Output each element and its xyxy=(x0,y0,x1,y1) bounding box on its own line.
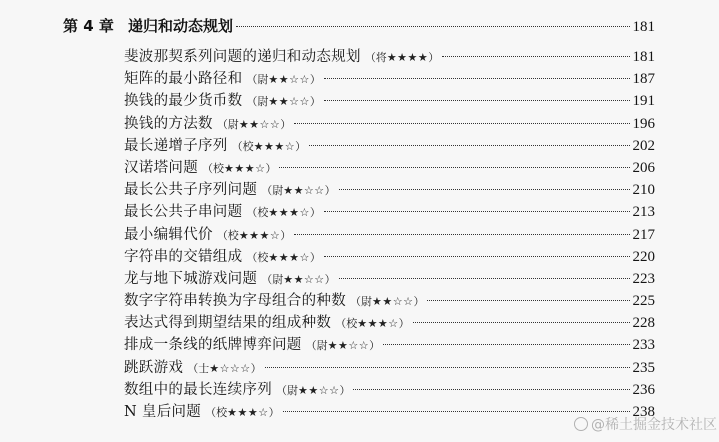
difficulty-note xyxy=(365,49,439,65)
entry-page-number: 223 xyxy=(632,270,655,287)
toc-entry xyxy=(124,245,655,267)
entry-page-number: 228 xyxy=(632,315,655,332)
dot-leader xyxy=(324,211,630,212)
difficulty-close: ） xyxy=(324,272,336,286)
entry-page-number: 236 xyxy=(632,381,655,398)
toc-entry xyxy=(124,178,655,200)
difficulty-level: （尉 xyxy=(276,383,298,397)
entry-page-number: 217 xyxy=(632,226,655,243)
entry-page-number: 206 xyxy=(632,159,655,176)
difficulty-level: （尉 xyxy=(350,295,372,309)
toc-entry xyxy=(124,378,655,400)
difficulty-stars: ★☆☆☆ xyxy=(209,361,251,375)
entry-page-number: 191 xyxy=(632,93,655,110)
difficulty-note xyxy=(217,227,291,243)
difficulty-note xyxy=(261,182,335,198)
difficulty-stars: ★★☆☆ xyxy=(372,295,414,309)
dot-leader xyxy=(324,256,630,257)
difficulty-stars: ★★★☆ xyxy=(224,161,266,175)
toc-entry xyxy=(124,267,655,289)
watermark-logo-icon xyxy=(574,417,588,431)
difficulty-level: （尉 xyxy=(305,339,328,353)
difficulty-level: （尉 xyxy=(216,117,239,131)
toc-entry xyxy=(124,112,655,134)
dot-leader xyxy=(283,411,630,412)
entry-title: N 皇后问题 xyxy=(124,404,202,420)
difficulty-level: （校 xyxy=(246,206,269,220)
toc-entry xyxy=(124,156,655,178)
entry-page-number: 213 xyxy=(632,204,655,221)
difficulty-note xyxy=(335,315,409,331)
entry-title: 跳跃游戏 xyxy=(124,359,184,376)
entry-title: 换钱的最少货币数 xyxy=(124,93,243,110)
difficulty-stars: ★★☆☆ xyxy=(268,73,310,87)
entry-title: 字符串的交错组成 xyxy=(124,248,243,265)
difficulty-close: ） xyxy=(280,228,292,242)
entry-title: 表达式得到期望结果的组成种数 xyxy=(124,315,332,332)
difficulty-note xyxy=(187,360,261,376)
difficulty-note xyxy=(276,382,350,398)
difficulty-level: （校 xyxy=(231,139,254,153)
difficulty-note xyxy=(350,293,424,309)
difficulty-note xyxy=(246,71,320,87)
dot-leader xyxy=(309,145,629,146)
difficulty-level: （校 xyxy=(246,250,269,264)
entry-page-number: 235 xyxy=(632,359,655,376)
difficulty-close: ） xyxy=(398,317,410,331)
entry-title: 排成一条线的纸牌博弈问题 xyxy=(124,337,302,354)
watermark-text: @稀土掘金技术社区 xyxy=(591,417,717,433)
difficulty-close: ） xyxy=(309,95,321,109)
entry-title: 斐波那契系列问题的递归和动态规划 xyxy=(124,49,361,65)
chapter-heading xyxy=(63,15,655,37)
difficulty-close: ） xyxy=(295,139,307,153)
dot-leader xyxy=(324,100,630,101)
entry-title: 最长公共子序列问题 xyxy=(124,182,258,199)
toc-entry xyxy=(124,45,655,67)
difficulty-close: ） xyxy=(309,73,321,87)
toc-entry xyxy=(124,200,655,222)
difficulty-stars: ★★★☆ xyxy=(357,317,399,331)
entry-title: 最长递增子序列 xyxy=(124,137,228,154)
difficulty-close: ） xyxy=(309,206,321,220)
difficulty-stars: ★★☆☆ xyxy=(268,95,310,109)
difficulty-stars: ★★★☆ xyxy=(253,139,296,153)
dot-leader xyxy=(294,123,629,124)
difficulty-note xyxy=(261,271,335,287)
toc-entry xyxy=(124,356,655,378)
entry-title: 矩阵的最小路径和 xyxy=(124,71,243,88)
entry-title: 最小编辑代价 xyxy=(124,226,213,243)
chapter-page-number: 181 xyxy=(632,19,655,35)
entry-page-number: 187 xyxy=(632,71,655,88)
difficulty-close: ） xyxy=(309,250,321,264)
dot-leader xyxy=(413,322,630,323)
dot-leader xyxy=(279,167,629,168)
difficulty-level: （校 xyxy=(205,406,228,419)
difficulty-note xyxy=(232,138,306,154)
dot-leader xyxy=(353,389,629,390)
difficulty-level: （尉 xyxy=(261,184,284,198)
dot-leader xyxy=(383,344,629,345)
difficulty-level: （将 xyxy=(364,51,387,64)
difficulty-level: （校 xyxy=(216,228,239,242)
difficulty-level: （尉 xyxy=(261,272,284,286)
entry-page-number: 196 xyxy=(632,115,655,132)
entry-page-number: 220 xyxy=(632,248,655,265)
entry-title: 汉诺塔问题 xyxy=(124,159,198,176)
toc-entry xyxy=(124,134,655,156)
dot-leader xyxy=(339,189,630,190)
difficulty-note xyxy=(246,93,320,109)
difficulty-stars: ★★☆☆ xyxy=(283,184,325,198)
dot-leader xyxy=(442,56,629,57)
dot-leader xyxy=(294,234,629,235)
dot-leader xyxy=(427,300,629,301)
toc-entry xyxy=(124,333,655,355)
toc-entry-list xyxy=(124,45,655,422)
difficulty-close: ） xyxy=(428,51,440,64)
difficulty-level: （尉 xyxy=(246,95,269,109)
difficulty-stars: ★★☆☆ xyxy=(327,339,370,353)
dot-leader xyxy=(324,78,630,79)
entry-title: 数字字符串转换为字母组合的种数 xyxy=(124,293,346,310)
difficulty-stars: ★★★★ xyxy=(386,51,429,64)
dot-leader xyxy=(265,367,630,368)
difficulty-close: ） xyxy=(280,117,292,131)
difficulty-stars: ★★☆☆ xyxy=(298,383,340,397)
entry-page-number: 181 xyxy=(632,49,655,65)
difficulty-level: （尉 xyxy=(246,73,269,87)
dot-leader xyxy=(236,26,629,27)
difficulty-note xyxy=(306,337,380,353)
entry-page-number: 238 xyxy=(632,404,655,420)
toc-entry xyxy=(124,223,655,245)
difficulty-level: （校 xyxy=(335,317,358,331)
difficulty-stars: ★★★☆ xyxy=(268,250,310,264)
difficulty-level: （校 xyxy=(202,161,224,175)
toc-entry xyxy=(124,89,655,111)
difficulty-close: ） xyxy=(250,361,262,375)
watermark xyxy=(574,414,717,434)
difficulty-note xyxy=(217,116,291,132)
entry-page-number: 233 xyxy=(632,337,655,354)
difficulty-note xyxy=(246,249,320,265)
entry-title: 最长公共子串问题 xyxy=(124,204,243,221)
difficulty-stars: ★★★☆ xyxy=(227,406,269,419)
entry-page-number: 202 xyxy=(632,137,655,154)
entry-title: 换钱的方法数 xyxy=(124,115,213,132)
difficulty-note xyxy=(205,404,279,420)
toc-entry xyxy=(124,311,655,333)
difficulty-note xyxy=(202,160,276,176)
toc-entry xyxy=(124,67,655,89)
entry-page-number: 210 xyxy=(632,182,655,199)
difficulty-note xyxy=(246,204,320,220)
difficulty-close: ） xyxy=(413,295,425,309)
difficulty-stars: ★★☆☆ xyxy=(283,272,325,286)
toc-entry xyxy=(124,289,655,311)
dot-leader xyxy=(339,278,630,279)
entry-title: 龙与地下城游戏问题 xyxy=(124,270,258,287)
chapter-number: 第 4 章 xyxy=(63,17,114,35)
difficulty-close: ） xyxy=(324,184,336,198)
difficulty-close: ） xyxy=(369,339,381,353)
difficulty-stars: ★★★☆ xyxy=(238,228,281,242)
difficulty-close: ） xyxy=(339,383,351,397)
difficulty-stars: ★★★☆ xyxy=(268,206,310,220)
chapter-title: 递归和动态规划 xyxy=(128,17,234,35)
difficulty-stars: ★★☆☆ xyxy=(238,117,281,131)
entry-title: 数组中的最长连续序列 xyxy=(124,381,272,398)
difficulty-close: ） xyxy=(268,406,280,419)
entry-page-number: 225 xyxy=(632,293,655,310)
difficulty-level: （士 xyxy=(187,361,210,375)
difficulty-close: ） xyxy=(265,161,277,175)
